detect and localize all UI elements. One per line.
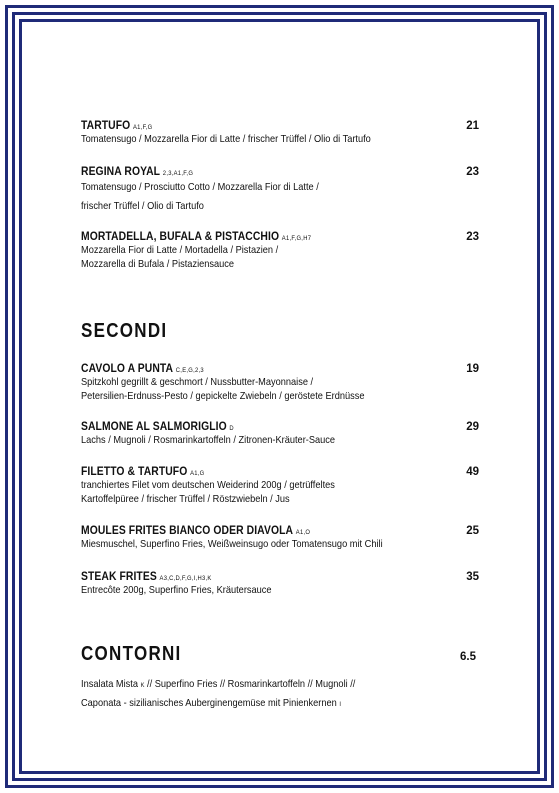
dish-price: 23 bbox=[466, 166, 479, 178]
dish-description: Spitzkohl gegrillt & geschmort / Nussbutter-Mayonnaise / bbox=[81, 376, 314, 388]
dish-name: FILETTO & TARTUFO A1,G bbox=[81, 466, 205, 478]
dish-description: Lachs / Mugnoli / Rosmarinkartoffeln / Zitronen-Kräuter-Sauce bbox=[81, 434, 336, 446]
dish-description: Mozzarella Fior di Latte / Mortadella / Pistazien / bbox=[81, 244, 279, 256]
menu-item-regina-royal bbox=[81, 166, 479, 216]
dish-description: tranchiertes Filet vom deutschen Weiderind 200g / getrüffeltes bbox=[81, 479, 335, 491]
contorni-price: 6.5 bbox=[460, 651, 476, 663]
contorni-line-1: Insalata Mista K // Superfino Fries // Rosmarinkartoffeln // Mugnoli // bbox=[81, 678, 356, 690]
allergen-codes: I bbox=[339, 701, 342, 708]
dish-description: Petersilien-Erdnuss-Pesto / gepickelte Zwiebeln / geröstete Erdnüsse bbox=[81, 390, 365, 402]
dish-description: Entrecôte 200g, Superfino Fries, Kräutersauce bbox=[81, 584, 272, 596]
dish-description: Kartoffelpüree / frischer Trüffel / Röstzwiebeln / Jus bbox=[81, 493, 290, 505]
menu-item-tartufo bbox=[81, 120, 479, 146]
dish-description: Mozzarella di Bufala / Pistaziensauce bbox=[81, 258, 235, 270]
dish-name: STEAK FRITES A3,C,D,F,G,I,H3,K bbox=[81, 571, 212, 583]
allergen-codes: 2,3,A1,F,G bbox=[162, 170, 194, 177]
menu-item-filetto bbox=[81, 466, 479, 506]
dish-description: Miesmuschel, Superfino Fries, Weißweinsugo oder Tomatensugo mit Chili bbox=[81, 538, 383, 550]
dish-name: MOULES FRITES BIANCO ODER DIAVOLA A1,O bbox=[81, 525, 311, 537]
menu-item-salmone bbox=[81, 421, 479, 447]
dish-price: 49 bbox=[466, 466, 479, 478]
menu-item-steak-frites bbox=[81, 571, 479, 597]
dish-description: frischer Trüffel / Olio di Tartufo bbox=[81, 200, 204, 212]
dish-price: 29 bbox=[466, 421, 479, 433]
dish-name: MORTADELLA, BUFALA & PISTACCHIO A1,F,G,H7 bbox=[81, 231, 312, 243]
menu-item-cavolo bbox=[81, 363, 479, 403]
dish-name: SALMONE AL SALMORIGLIO D bbox=[81, 421, 234, 433]
allergen-codes: A3,C,D,F,G,I,H3,K bbox=[159, 575, 212, 582]
section-title-secondi: SECONDI bbox=[81, 320, 168, 342]
allergen-codes: A1,F,G bbox=[133, 124, 153, 131]
menu-item-moules-frites bbox=[81, 525, 479, 551]
section-title-contorni: CONTORNI bbox=[81, 643, 182, 665]
allergen-codes: C,E,G,2,3 bbox=[175, 367, 204, 374]
dish-price: 23 bbox=[466, 231, 479, 243]
allergen-codes: K bbox=[140, 682, 145, 689]
dish-price: 25 bbox=[466, 525, 479, 537]
dish-price: 21 bbox=[466, 120, 479, 132]
dish-price: 19 bbox=[466, 363, 479, 375]
allergen-codes: A1,G bbox=[190, 470, 205, 477]
dish-name: REGINA ROYAL 2,3,A1,F,G bbox=[81, 166, 194, 178]
menu-item-mortadella bbox=[81, 231, 479, 271]
allergen-codes: A1,F,G,H7 bbox=[281, 235, 312, 242]
dish-price: 35 bbox=[466, 571, 479, 583]
dish-name: CAVOLO A PUNTA C,E,G,2,3 bbox=[81, 363, 204, 375]
allergen-codes: A1,O bbox=[295, 529, 311, 536]
dish-name: TARTUFO A1,F,G bbox=[81, 120, 153, 132]
dish-description: Tomatensugo / Mozzarella Fior di Latte / frischer Trüffel / Olio di Tartufo bbox=[81, 133, 371, 145]
contorni-line-2: Caponata - sizilianisches Auberginengemüse mit Pinienkernen I bbox=[81, 697, 342, 709]
allergen-codes: D bbox=[229, 425, 234, 432]
dish-description: Tomatensugo / Prosciutto Cotto / Mozzarella Fior di Latte / bbox=[81, 181, 319, 193]
